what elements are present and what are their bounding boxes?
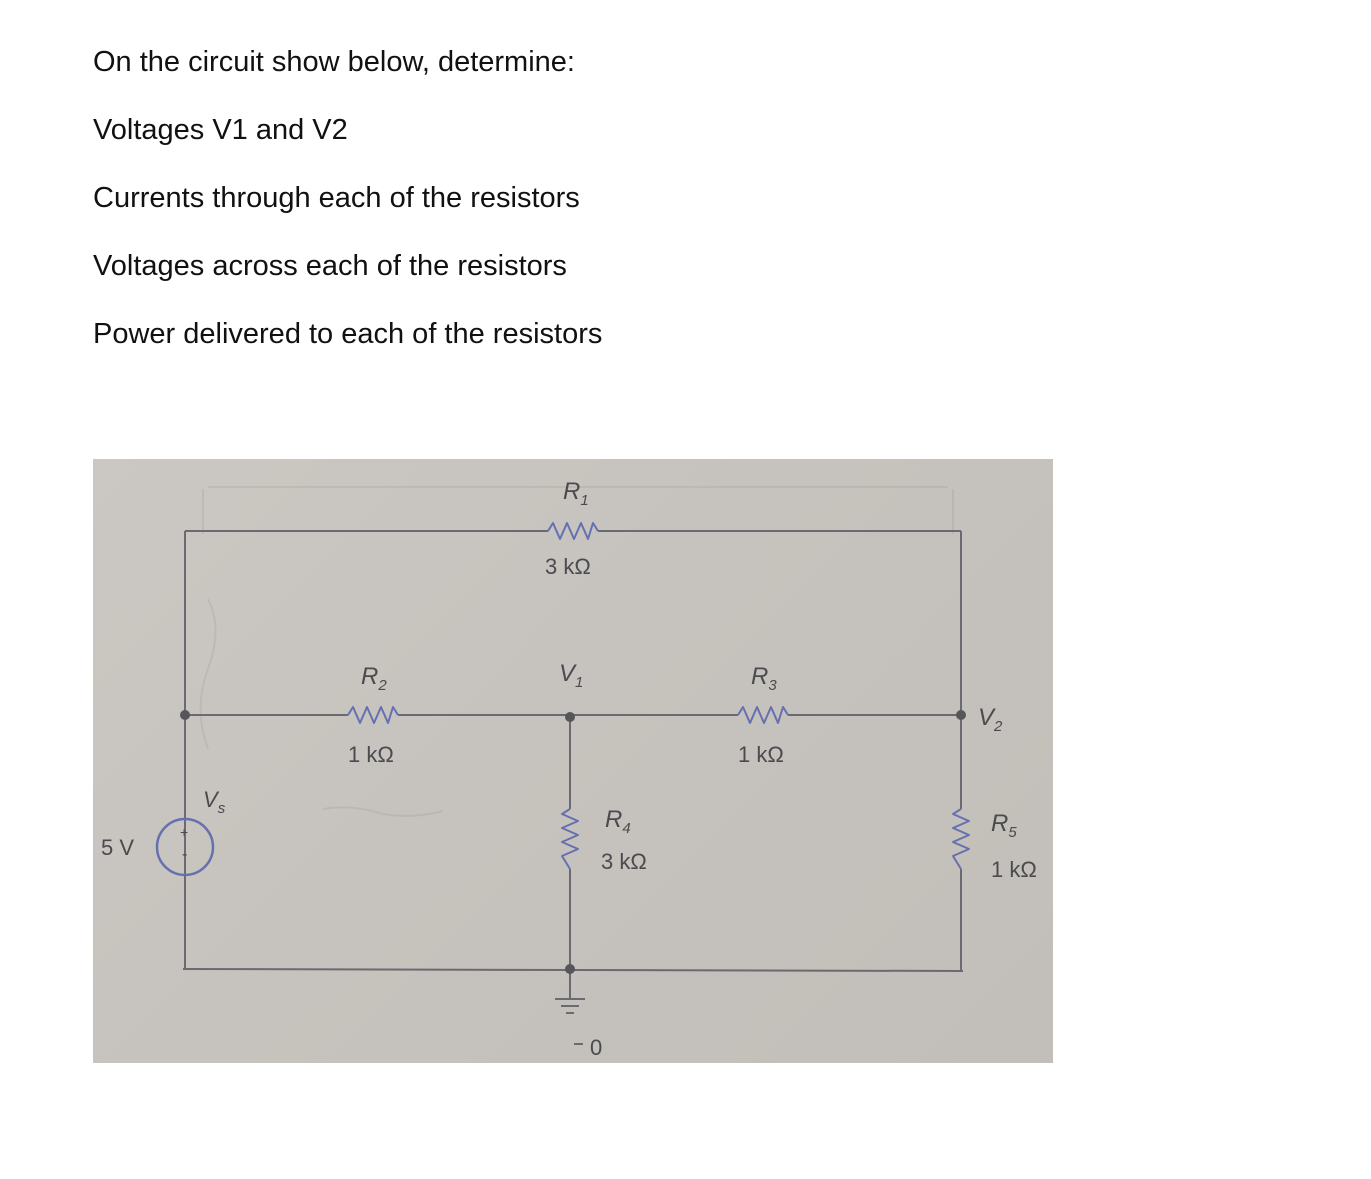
node-v2-label: $V_2$ (978, 704, 1003, 735)
photo-bleed-through (201, 487, 954, 816)
ground-symbol (555, 999, 585, 1044)
resistor-r2-icon (348, 707, 398, 723)
node-ground (565, 964, 575, 974)
question-item-voltages-across: Voltages across each of the resistors (93, 250, 567, 282)
circuit-wires (183, 531, 963, 999)
source-name: $V_s$ (203, 787, 226, 817)
resistor-r5-icon (953, 809, 969, 869)
r2-value: 1 kΩ (348, 742, 394, 767)
r3-name: $R_3$ (751, 663, 777, 694)
r1-value: 3 kΩ (545, 554, 591, 579)
source-minus-sign: - (182, 846, 188, 863)
resistor-r1-icon (548, 523, 598, 539)
source-plus-sign: + (180, 824, 189, 840)
question-item-currents: Currents through each of the resistors (93, 182, 580, 214)
node-v1 (565, 712, 575, 722)
r4-value: 3 kΩ (601, 849, 647, 874)
r1-name: $R_1$ (563, 478, 589, 509)
question-item-power: Power delivered to each of the resistors (93, 318, 603, 350)
resistor-r4-icon (562, 809, 578, 869)
node-v1-label: $V_1$ (559, 660, 584, 691)
r4-name: $R_4$ (605, 806, 631, 837)
source-value: 5 V (101, 835, 135, 860)
ground-label: 0 (590, 1035, 603, 1060)
question-intro: On the circuit show below, determine: (93, 46, 575, 78)
question-item-voltages-v1-v2: Voltages V1 and V2 (93, 114, 348, 146)
r5-name: $R_5$ (991, 810, 1017, 841)
r5-value: 1 kΩ (991, 857, 1037, 882)
r2-name: $R_2$ (361, 663, 387, 694)
node-left (180, 710, 190, 720)
circuit-diagram (93, 459, 1053, 1063)
node-v2 (956, 710, 966, 720)
r3-value: 1 kΩ (738, 742, 784, 767)
resistor-r3-icon (738, 707, 788, 723)
question-block (93, 40, 993, 380)
circuit-photo (93, 459, 1053, 1063)
